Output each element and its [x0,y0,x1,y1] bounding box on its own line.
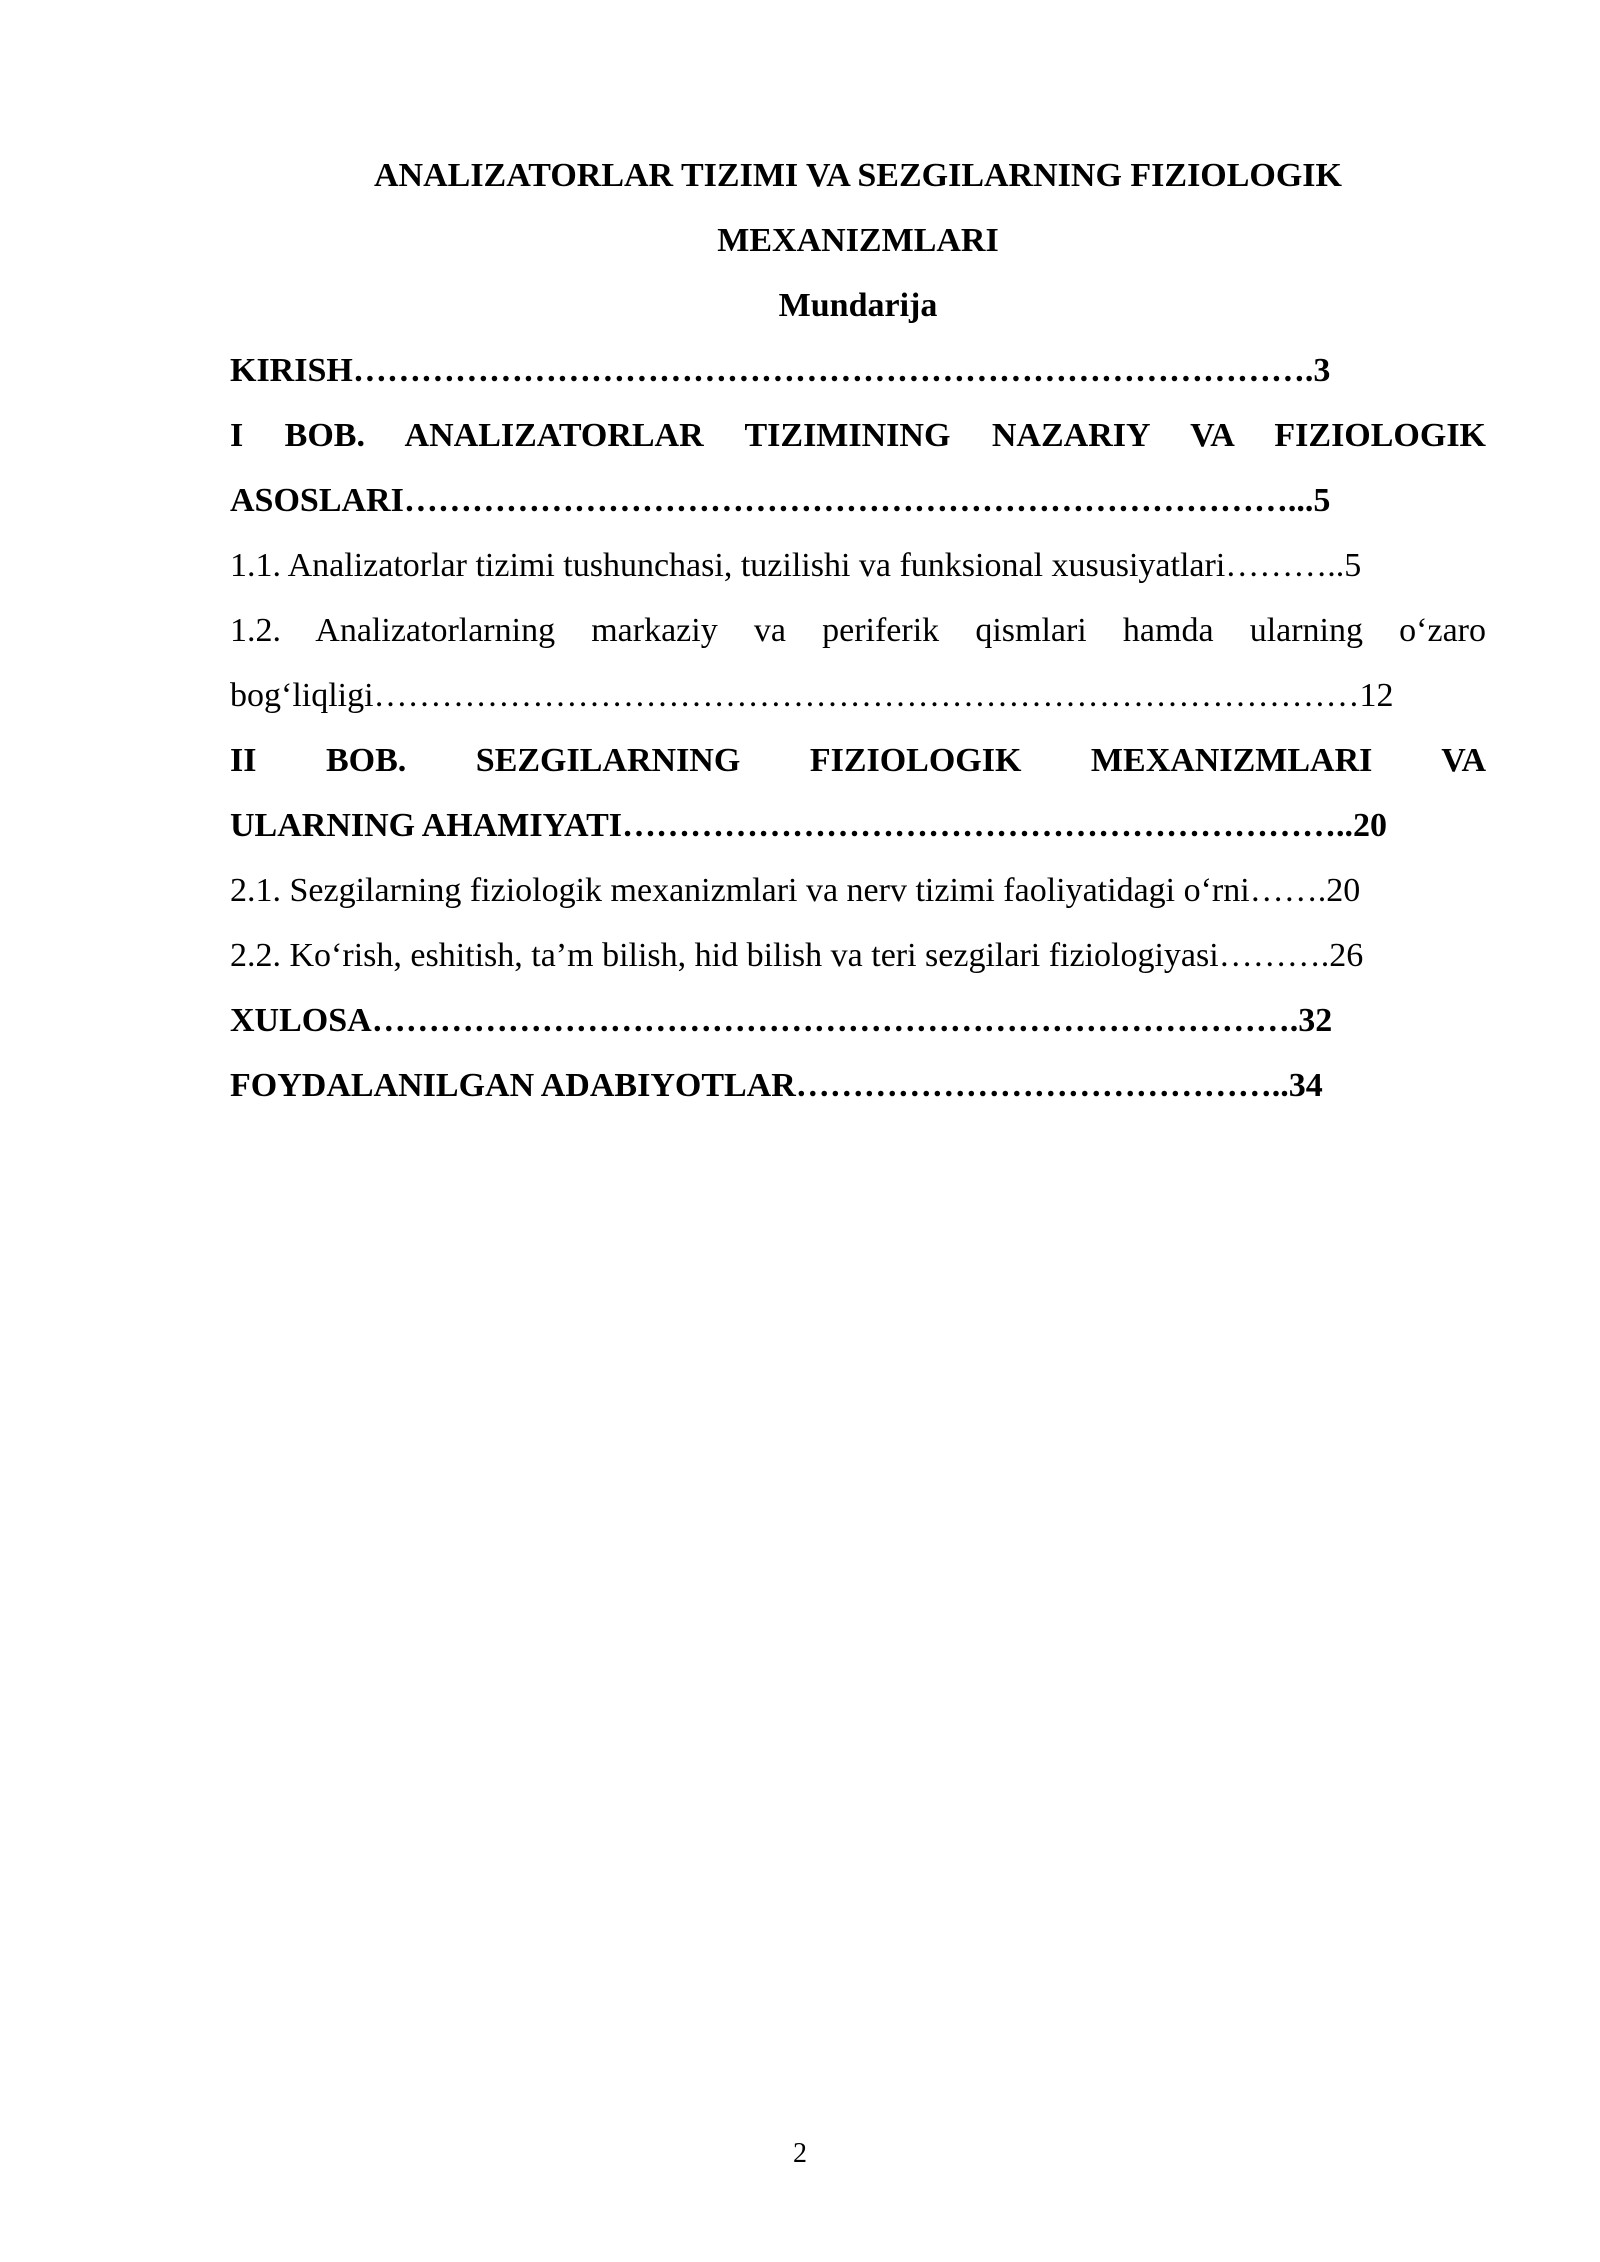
toc-entry-section-1-1: 1.1. Analizatorlar tizimi tushunchasi, tuzilishi va funksional xususiyatlari………..5 [230,547,1362,584]
toc-entry-section-1-2-line-2: bog‘liqligi……………………………………………………………………………12 [230,677,1394,714]
document-title-line-1: ANALIZATORLAR TIZIMI VA SEZGILARNING FIZIOLOGIK [373,157,1342,194]
toc-entry-section-2-1: 2.1. Sezgilarning fiziologik mexanizmlari va nerv tizimi faoliyatidagi o‘rni…….20 [230,872,1361,909]
toc-entry-kirish: KIRISH………………………………………………………………………….3 [230,352,1331,389]
toc-entry-section-2-2: 2.2. Ko‘rish, eshitish, ta’m bilish, hid bilish va teri sezgilari fiziologiyasi……….26 [230,937,1364,974]
title-block [230,143,1486,338]
page-number: 2 [793,2138,807,2169]
toc-entry-xulosa: XULOSA……………………………………………………………………….32 [230,1002,1333,1039]
document-title-line-2: MEXANIZMLARI [717,222,999,259]
toc-entry-chapter-2-line-2: ULARNING AHAMIYATI………………………………………………………..20 [230,807,1387,844]
toc-entry-chapter-1-line-1: I BOB. ANALIZATORLAR TIZIMINING NAZARIY VA FIZIOLOGIK [230,417,1486,454]
toc-entry-section-1-2-line-1: 1.2. Analizatorlarning markaziy va periferik qismlari hamda ularning o‘zaro [230,612,1486,649]
toc-entry-adabiyotlar: FOYDALANILGAN ADABIYOTLAR……………………………………..34 [230,1067,1323,1104]
toc-heading: Mundarija [778,287,938,324]
toc-entry-chapter-1-line-2: ASOSLARI……………………………………………………………………...5 [230,482,1331,519]
toc-entry-chapter-2-line-1: II BOB. SEZGILARNING FIZIOLOGIK MEXANIZMLARI VA [230,742,1486,779]
table-of-contents [230,338,1486,1118]
